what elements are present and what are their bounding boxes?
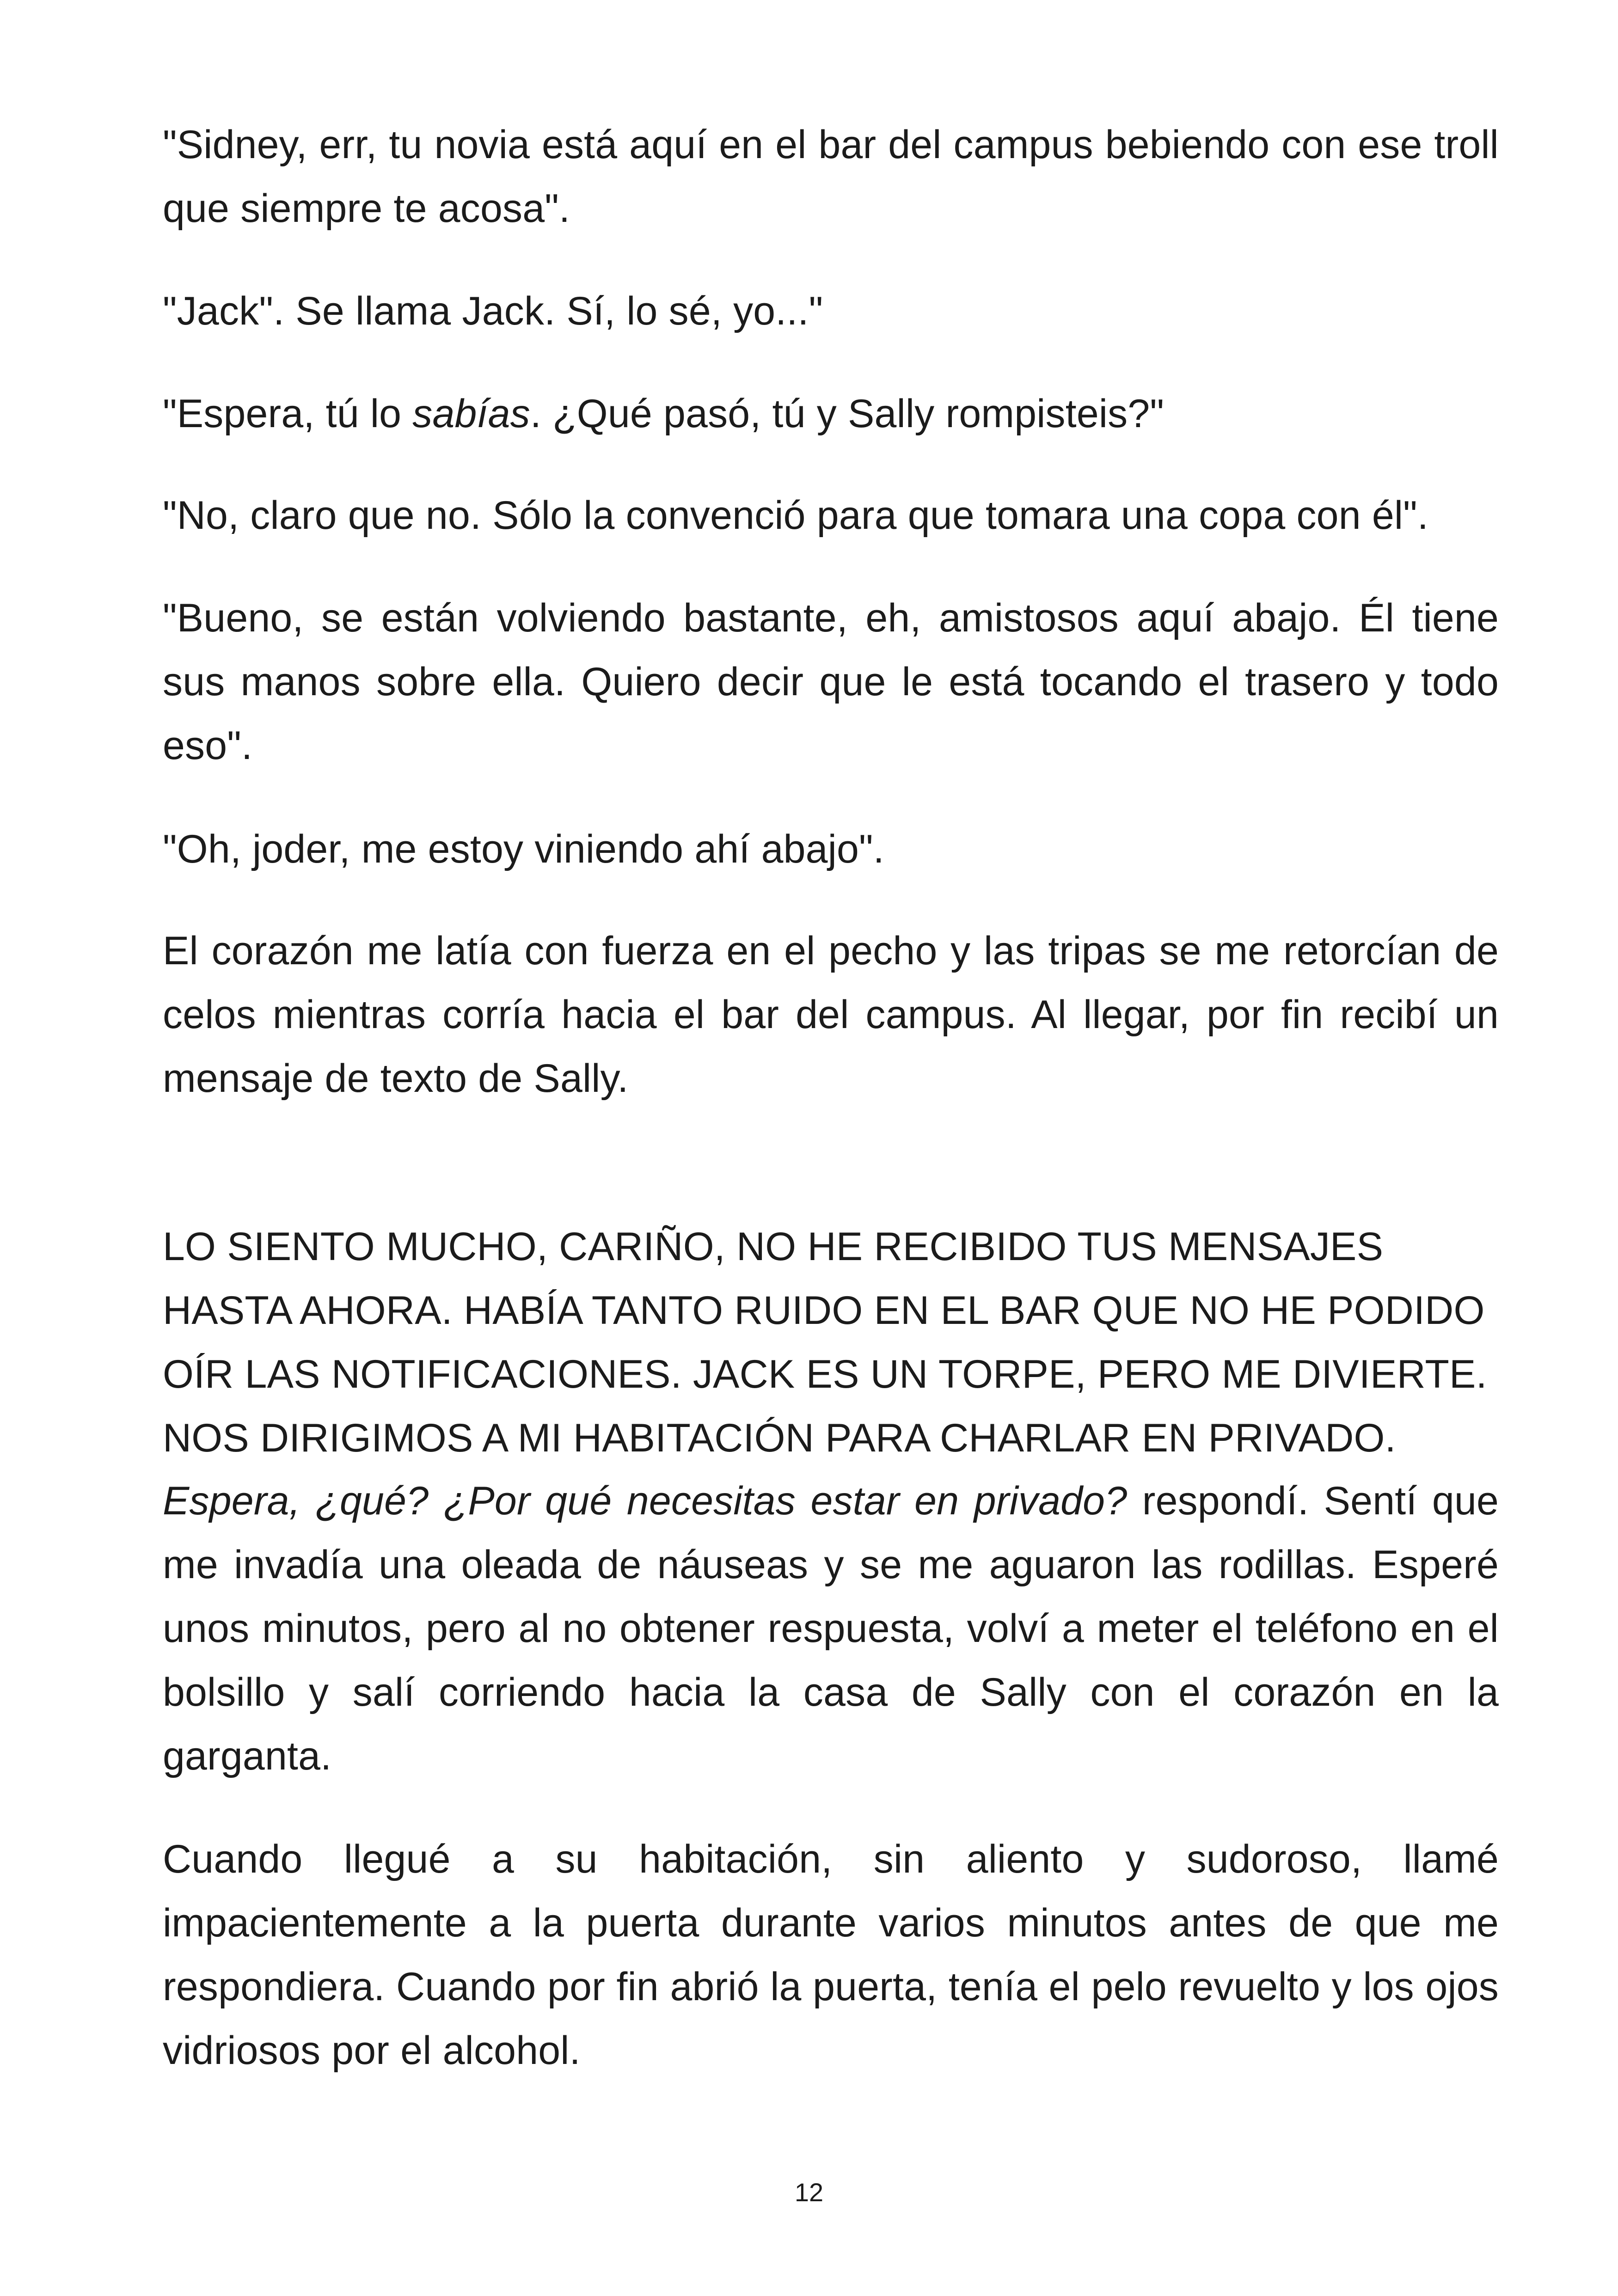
- page-number: 12: [794, 2178, 824, 2207]
- paragraph-3-italic-word: sabías: [412, 392, 530, 436]
- paragraph-6-text: "Oh, joder, me estoy viniendo ahí abajo".: [163, 827, 884, 871]
- paragraph-4: [163, 484, 1499, 547]
- paragraph-3-text-end: . ¿Qué pasó, tú y Sally rompisteis?": [530, 392, 1164, 436]
- paragraph-6: [163, 817, 1499, 881]
- paragraph-1: [163, 113, 1499, 240]
- text-message-content: LO SIENTO MUCHO, CARIÑO, NO HE RECIBIDO TUS MENSAJES HASTA AHORA. HABÍA TANTO RUIDO EN EL BAR QUE NO HE PODIDO OÍR LAS NOTIFICACIONES. JACK ES UN TORPE, PERO ME DIVIERTE. NOS DIRIGIMOS A MI HABITACIÓN PARA CHARLAR EN PRIVADO.: [163, 1225, 1487, 1460]
- paragraph-7-text: El corazón me latía con fuerza en el pecho y las tripas se me retorcían de celos mientras corría hacia el bar del campus. Al llegar, por fin recibí un mensaje de texto de Sally.: [163, 929, 1499, 1101]
- paragraph-8-text: respondí. Sentí que me invadía una oleada de náuseas y se me aguaron las rodillas. Esperé unos minutos, pero al no obtener respuesta, volví a meter el teléfono en el bolsillo y salí corriendo hacia la casa de Sally con el corazón en la garganta.: [163, 1479, 1499, 1778]
- paragraph-7: [163, 919, 1499, 1110]
- paragraph-5-text: "Bueno, se están volviendo bastante, eh, amistosos aquí abajo. Él tiene sus manos sobre ella. Quiero decir que le está tocando el trasero y todo eso".: [163, 596, 1499, 768]
- paragraph-4-text: "No, claro que no. Sólo la convenció para que tomara una copa con él".: [163, 493, 1428, 538]
- paragraph-5: [163, 586, 1499, 778]
- paragraph-8-italic-reply: Espera, ¿qué? ¿Por qué necesitas estar en privado?: [163, 1479, 1128, 1523]
- paragraph-3-text-start: "Espera, tú lo: [163, 392, 413, 436]
- paragraph-8: [163, 1469, 1499, 1788]
- paragraph-1-text: "Sidney, err, tu novia está aquí en el bar del campus bebiendo con ese troll que siempre te acosa".: [163, 122, 1499, 231]
- text-message: [163, 1215, 1499, 1470]
- paragraph-9-text: Cuando llegué a su habitación, sin aliento y sudoroso, llamé impacientemente a la puerta durante varios minutos antes de que me respondiera. Cuando por fin abrió la puerta, tenía el pelo revuelto y los ojos vidriosos por el alcohol.: [163, 1837, 1499, 2073]
- paragraph-2: [163, 279, 1499, 343]
- paragraph-9: [163, 1827, 1499, 2082]
- paragraph-3: [163, 382, 1499, 446]
- paragraph-2-text: "Jack". Se llama Jack. Sí, lo sé, yo...": [163, 289, 823, 333]
